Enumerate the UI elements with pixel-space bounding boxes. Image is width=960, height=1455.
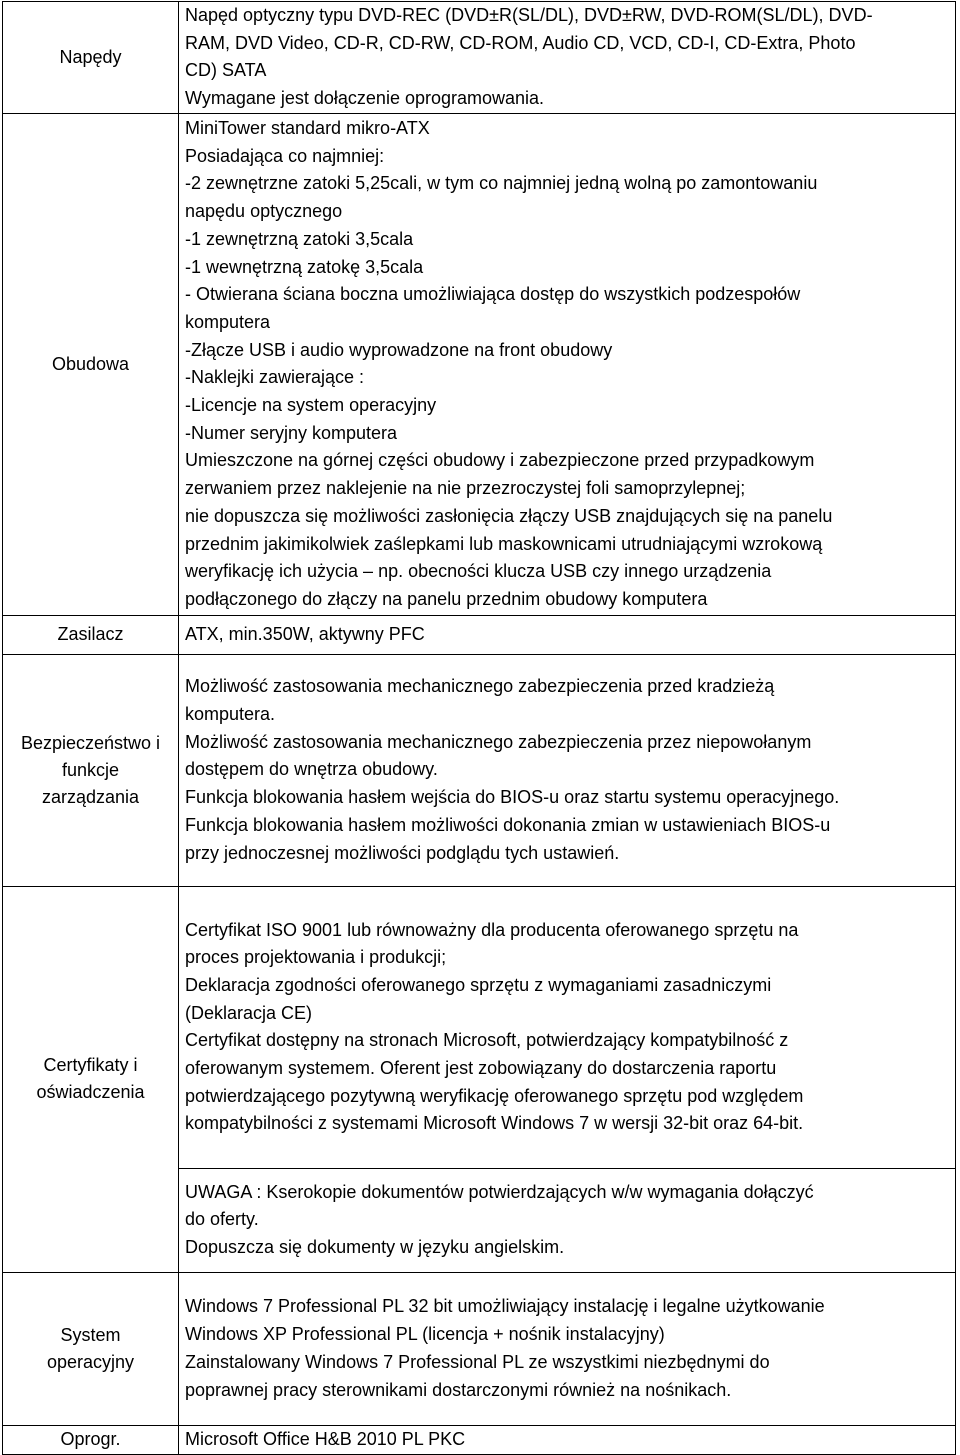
text-line: Napęd optyczny typu DVD-REC (DVD±R(SL/DL), DVD±RW, DVD-ROM(SL/DL), DVD- xyxy=(185,5,873,25)
text-line: Możliwość zastosowania mechanicznego zabezpieczenia przed kradzieżą xyxy=(185,676,775,697)
text-line: poprawnej pracy sterownikami dostarczonymi również na nośnikach. xyxy=(185,1379,732,1400)
row-label: Zasilacz xyxy=(57,624,124,645)
row-label: Obudowa xyxy=(51,353,130,374)
row-label: Certyfikaty i xyxy=(43,1055,138,1076)
value-certyfikaty-note xyxy=(179,1168,956,1272)
text-line: Możliwość zastosowania mechanicznego zabezpieczenia przez niepowołanym xyxy=(185,731,812,752)
text-line: -Numer seryjny komputera xyxy=(185,422,398,443)
row-zasilacz xyxy=(3,615,956,654)
value-oprogr xyxy=(179,1425,956,1454)
text-line: podłączonego do złączy na panelu przednim obudowy komputera xyxy=(185,588,708,609)
value-certyfikaty xyxy=(179,886,956,1168)
text-line: komputera. xyxy=(185,704,276,725)
text-line: CD) SATA xyxy=(185,60,267,81)
text-line: Zainstalowany Windows 7 Professional PL ze wszystkimi niezbędnymi do xyxy=(185,1351,770,1372)
label-obudowa xyxy=(3,113,179,615)
text-line: przednim jakimikolwiek zaślepkami lub maskownicami utrudniającymi wzrokową xyxy=(185,533,823,554)
text-line: (Deklaracja CE) xyxy=(185,1002,313,1023)
row-obudowa xyxy=(3,113,956,615)
specification-table xyxy=(2,1,956,1455)
label-napedy xyxy=(3,2,179,114)
text-line: przy jednoczesnej możliwości podglądu tych ustawień. xyxy=(185,842,620,863)
text-line: Windows XP Professional PL (licencja + nośnik instalacyjny) xyxy=(185,1324,665,1345)
text-line: ATX, min.350W, aktywny PFC xyxy=(185,623,425,644)
row-label: zarządzania xyxy=(41,786,140,807)
label-bezpieczenstwo xyxy=(3,654,179,886)
row-napedy xyxy=(3,2,956,114)
row-label: Oprogr. xyxy=(60,1429,121,1450)
text-line: -1 zewnętrzną zatoki 3,5cala xyxy=(185,228,414,249)
text-line: dostępem do wnętrza obudowy. xyxy=(185,759,438,780)
label-system xyxy=(3,1272,179,1425)
label-oprogr xyxy=(3,1425,179,1454)
row-label: Napędy xyxy=(59,46,122,67)
value-bezpieczenstwo xyxy=(179,654,956,886)
text-line: zerwaniem przez naklejenie na nie przezroczystej foli samoprzylepnej; xyxy=(185,478,746,499)
value-napedy xyxy=(179,2,956,114)
text-line: weryfikację ich użycia – np. obecności klucza USB czy innego urządzenia xyxy=(185,561,772,582)
text-line: - Otwierana ściana boczna umożliwiająca dostęp do wszystkich podzespołów xyxy=(185,284,801,305)
text-line: napędu optycznego xyxy=(185,201,343,222)
text-line: Posiadająca co najmniej: xyxy=(185,145,385,166)
row-certyfikaty xyxy=(3,886,956,1168)
text-line: MiniTower standard mikro-ATX xyxy=(185,117,430,138)
value-system xyxy=(179,1272,956,1425)
row-bezpieczenstwo xyxy=(3,654,956,886)
text-line: Microsoft Office H&B 2010 PL PKC xyxy=(185,1428,466,1449)
text-line: nie dopuszcza się możliwości zasłonięcia złączy USB znajdujących się na panelu xyxy=(185,505,833,526)
row-label: Bezpieczeństwo i xyxy=(20,732,161,753)
text-line: -Złącze USB i audio wyprowadzone na front obudowy xyxy=(185,339,613,360)
row-oprogr xyxy=(3,1425,956,1454)
row-system xyxy=(3,1272,956,1425)
text-line: Windows 7 Professional PL 32 bit umożliwiający instalację i legalne użytkowanie xyxy=(185,1296,825,1317)
text-line: oferowanym systemem. Oferent jest zobowiązany do dostarczenia raportu xyxy=(185,1058,777,1079)
text-line: -1 wewnętrzną zatokę 3,5cala xyxy=(185,256,424,277)
text-line: do oferty. xyxy=(185,1209,259,1230)
text-line: Deklaracja zgodności oferowanego sprzętu z wymaganiami zasadniczymi xyxy=(185,974,772,995)
text-line: komputera xyxy=(185,311,271,332)
text-line: Dopuszcza się dokumenty w języku angielskim. xyxy=(185,1237,565,1258)
value-zasilacz xyxy=(179,615,956,654)
text-line: UWAGA : Kserokopie dokumentów potwierdzających w/w wymagania dołączyć xyxy=(185,1181,814,1202)
label-zasilacz xyxy=(3,615,179,654)
text-line: -Naklejki zawierające : xyxy=(185,367,365,388)
text-line: Certyfikat dostępny na stronach Microsoft, potwierdzający kompatybilność z xyxy=(185,1030,789,1051)
text-line: RAM, DVD Video, CD-R, CD-RW, CD-ROM, Audio CD, VCD, CD-I, CD-Extra, Photo xyxy=(185,32,856,53)
text-line: Umieszczone na górnej części obudowy i zabezpieczone przed przypadkowym xyxy=(185,450,815,471)
row-label: operacyjny xyxy=(46,1351,135,1372)
label-certyfikaty xyxy=(3,886,179,1272)
text-line: Funkcja blokowania hasłem wejścia do BIOS-u oraz startu systemu operacyjnego. xyxy=(185,787,840,808)
text-line: -Licencje na system operacyjny xyxy=(185,395,437,416)
row-label: System xyxy=(60,1324,121,1345)
text-line: -2 zewnętrzne zatoki 5,25cali, w tym co najmniej jedną wolną po zamontowaniu xyxy=(185,173,818,194)
text-line: kompatybilności z systemami Microsoft Windows 7 w wersji 32-bit oraz 64-bit. xyxy=(185,1113,804,1134)
value-obudowa xyxy=(179,113,956,615)
text-line: proces projektowania i produkcji; xyxy=(185,947,447,968)
text-line: potwierdzającego pozytywną weryfikację oferowanego sprzętu pod względem xyxy=(185,1085,804,1106)
row-label: funkcje xyxy=(61,759,120,780)
row-label: oświadczenia xyxy=(36,1082,145,1103)
text-line: Wymagane jest dołączenie oprogramowania. xyxy=(185,88,545,109)
text-line: Certyfikat ISO 9001 lub równoważny dla producenta oferowanego sprzętu na xyxy=(185,919,799,940)
text-line: Funkcja blokowania hasłem możliwości dokonania zmian w ustawieniach BIOS-u xyxy=(185,814,831,835)
